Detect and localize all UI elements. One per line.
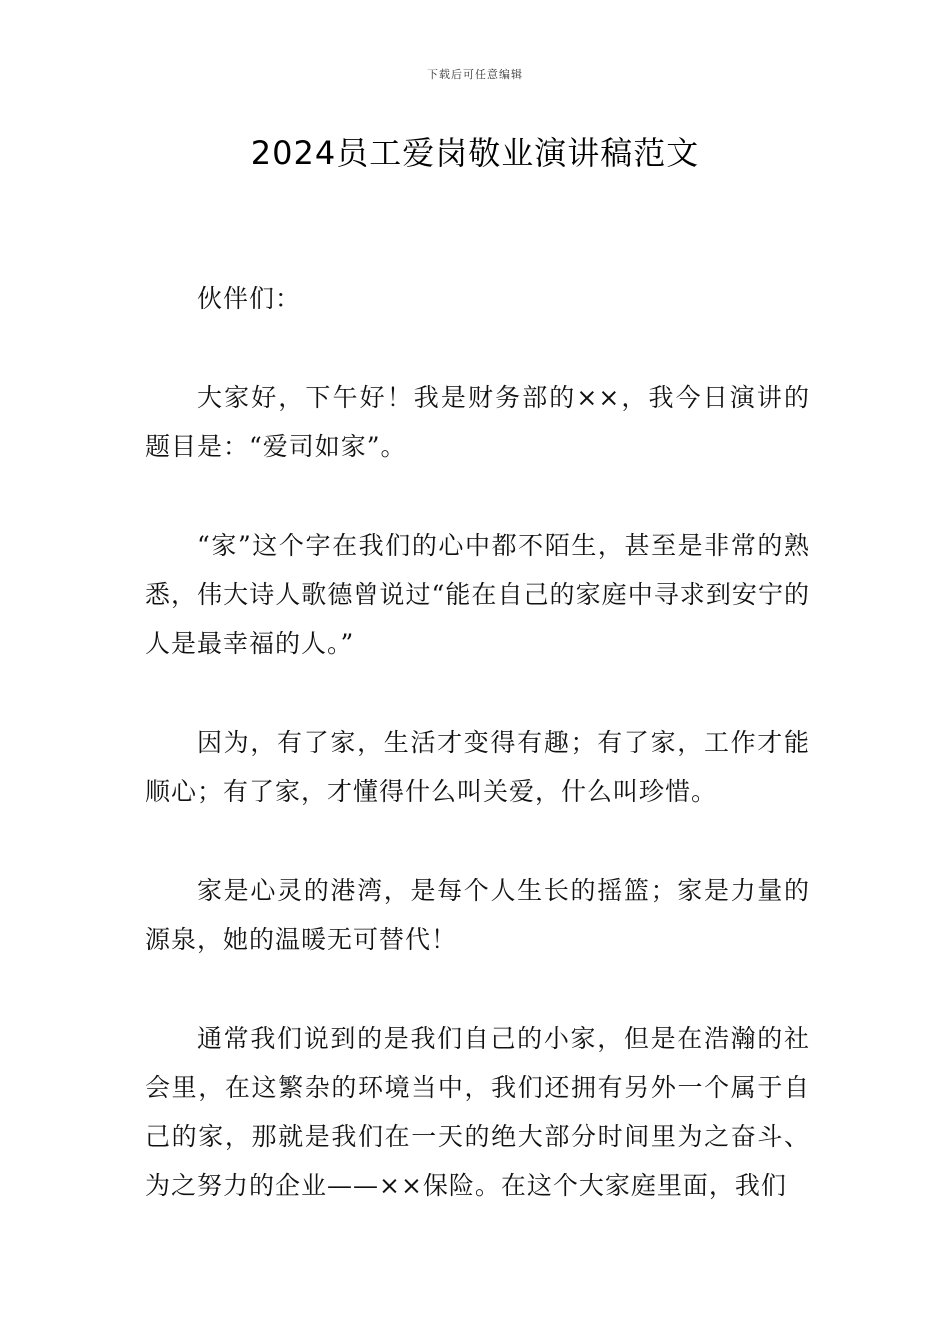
paragraph-harbor: 家是心灵的港湾，是每个人生长的摇篮；家是力量的源泉，她的温暖无可替代！ xyxy=(145,876,810,954)
paragraph-home-quote: “家”这个字在我们的心中都不陌生，甚至是非常的熟悉，伟大诗人歌德曾说过“能在自己的家庭中寻求到安宁的人是最幸福的人。” xyxy=(145,531,810,658)
paragraph-greeting: 伙伴们： xyxy=(197,284,302,313)
paragraph-because: 因为，有了家，生活才变得有趣；有了家，工作才能顺心；有了家，才懂得什么叫关爱，什么叫珍惜。 xyxy=(145,728,810,806)
header-note: 下载后可任意编辑 xyxy=(427,68,523,81)
paragraph-introduction: 大家好，下午好！我是财务部的××，我今日演讲的题目是：“爱司如家”。 xyxy=(145,383,810,461)
document-title: 2024员工爱岗敬业演讲稿范文 xyxy=(250,134,700,172)
document-body xyxy=(145,274,810,1210)
paragraph-company-home: 通常我们说到的是我们自己的小家，但是在浩瀚的社会里，在这繁杂的环境当中，我们还拥有另外一个属于自己的家，那就是我们在一天的绝大部分时间里为之奋斗、为之努力的企业——××保险。在这个大家庭里面，我们 xyxy=(145,1024,810,1200)
